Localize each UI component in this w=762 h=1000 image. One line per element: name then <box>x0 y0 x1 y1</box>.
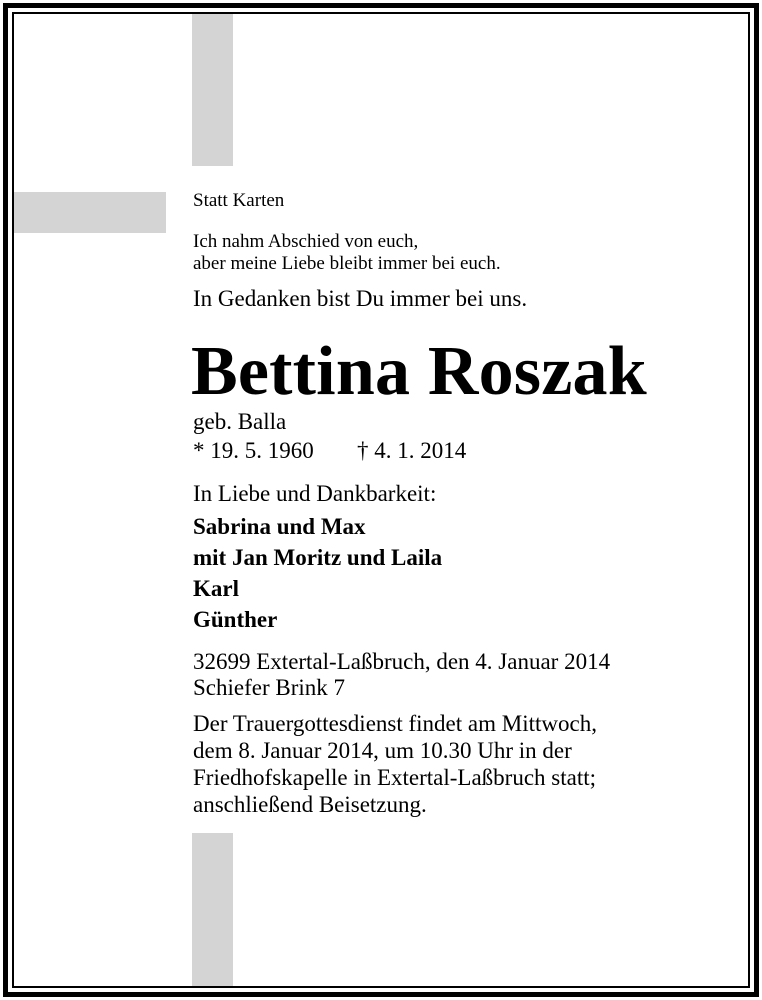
mourner-name: Sabrina und Max <box>193 514 366 539</box>
quote-line-1: Ich nahm Abschied von euch, <box>193 231 419 252</box>
gedanken-line: In Gedanken bist Du immer bei uns. <box>193 286 528 311</box>
cross-bottom-beam <box>192 833 233 986</box>
deceased-name: Bettina Roszak <box>191 333 647 410</box>
address-line-2: Schiefer Brink 7 <box>193 675 346 700</box>
service-line: Friedhofskapelle in Extertal-Laßbruch statt; <box>193 765 597 790</box>
maiden-name: geb. Balla <box>193 409 287 434</box>
service-line: anschließend Beisetzung. <box>193 792 427 817</box>
mourner-name: Günther <box>193 607 278 632</box>
quote-line-2: aber meine Liebe bleibt immer bei euch. <box>193 253 501 274</box>
mourner-name: Karl <box>193 576 239 601</box>
service-line: Der Trauergottesdienst findet am Mittwoch, <box>193 711 597 736</box>
mourners-intro: In Liebe und Dankbarkeit: <box>193 481 437 506</box>
death-date: † 4. 1. 2014 <box>357 438 467 463</box>
mourner-name: mit Jan Moritz und Laila <box>193 545 443 570</box>
statt-karten: Statt Karten <box>193 190 285 211</box>
service-line: dem 8. Januar 2014, um 10.30 Uhr in der <box>193 738 572 763</box>
address-line-1: 32699 Extertal-Laßbruch, den 4. Januar 2014 <box>193 649 611 674</box>
birth-date: * 19. 5. 1960 <box>193 438 314 463</box>
cross-top-beam <box>192 14 233 166</box>
cross-arm-beam <box>14 192 166 233</box>
